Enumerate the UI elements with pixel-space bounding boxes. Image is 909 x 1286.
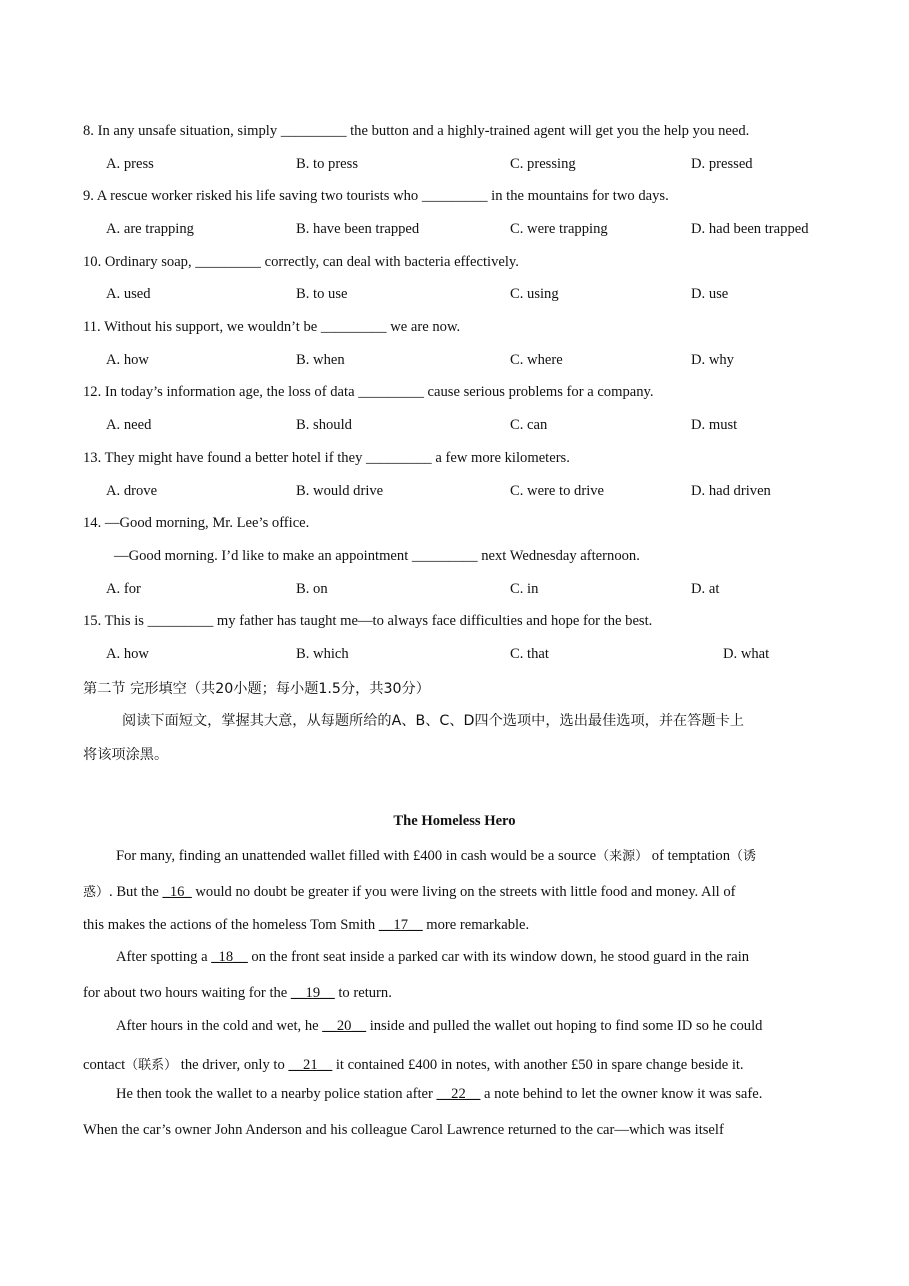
blank-20: __20__ [322,1018,367,1034]
blank-22: __22__ [436,1086,481,1102]
option-d: D. what [723,646,770,662]
stem-text: 9. A rescue worker risked his life saving two tourists who [83,188,422,204]
stem-text: in the mountains for two days. [487,188,669,204]
passage-text: would no doubt be greater if you were living on the streets with little food and money. All of [191,884,736,900]
section-heading: 第二节 完形填空（共20小题；每小题1.5分，共30分） [83,681,430,697]
passage-text: more remarkable. [422,917,530,933]
passage-text: For many, finding an unattended wallet filled with £400 in cash would be a source [116,848,597,864]
answer-blank: _________ [195,254,261,270]
option-b: B. which [296,646,349,662]
answer-blank: _________ [421,188,488,204]
passage-text: it contained £400 in notes, with another £50 in spare change beside it. [332,1057,744,1073]
stem-text: the button and a highly-trained agent will get you the help you need. [346,123,750,139]
passage-title: The Homeless Hero [393,813,516,829]
gloss-text: （联系） [125,1058,178,1073]
passage-line [83,917,529,934]
option-c: C. were to drive [510,483,605,499]
passage-text: . But the [109,884,163,900]
option-c: C. can [510,417,548,433]
option-d: D. why [691,352,734,368]
blank-21: __21__ [288,1057,333,1073]
option-c: C. in [510,581,539,597]
passage-line [83,985,392,1002]
passage-text: After hours in the cold and wet, he [116,1018,323,1034]
gloss-text: （诱 [730,849,757,864]
passage-text: of temptation [648,848,731,864]
option-d: D. pressed [691,156,753,172]
gloss-text: （来源） [596,849,649,864]
option-c: C. that [510,646,549,662]
option-c: C. where [510,352,563,368]
section-instruction: 阅读下面短文，掌握其大意，从每题所给的A、B、C、D四个选项中，选出最佳选项，并在答题卡上 [122,713,744,729]
option-d: D. use [691,286,729,302]
option-a: A. used [106,286,151,302]
passage-line [116,949,749,966]
option-d: D. at [691,581,720,597]
option-a: A. how [106,352,149,368]
option-a: A. for [106,581,141,597]
passage-line [83,881,736,901]
stem-text: correctly, can deal with bacteria effectively. [260,254,519,270]
passage-text: a note behind to let the owner know it was safe. [480,1086,763,1102]
passage-text: contact [83,1057,126,1073]
option-c: C. using [510,286,559,302]
option-a: A. press [106,156,154,172]
question-10-stem [83,254,519,271]
option-b: B. to use [296,286,348,302]
passage-text: this makes the actions of the homeless Tom Smith [83,917,379,933]
answer-blank: _________ [320,319,387,335]
passage-text: to return. [334,985,392,1001]
stem-text: we are now. [386,319,461,335]
blank-18: _18__ [211,949,248,965]
stem-text: 15. This is [83,613,148,629]
question-14-stem: 14. —Good morning, Mr. Lee’s office. [83,515,310,531]
passage-line [116,1018,762,1035]
option-a: A. are trapping [106,221,194,237]
option-a: A. how [106,646,149,662]
passage-text: He then took the wallet to a nearby police station after [116,1086,437,1102]
answer-blank: _________ [358,384,424,400]
question-15-stem [83,613,652,630]
answer-blank: _________ [411,548,478,564]
option-b: B. have been trapped [296,221,420,237]
stem-text: 8. In any unsafe situation, simply [83,123,281,139]
blank-17: __17__ [378,917,423,933]
question-8-stem [83,123,749,140]
stem-text: 10. Ordinary soap, [83,254,196,270]
stem-text: cause serious problems for a company. [423,384,654,400]
option-b: B. on [296,581,328,597]
passage-line: When the car’s owner John Anderson and his colleague Carol Lawrence returned to the car—which was itself [83,1122,724,1138]
option-a: A. need [106,417,152,433]
blank-16: _16_ [162,884,192,900]
stem-text: next Wednesday afternoon. [477,548,640,564]
stem-text: 11. Without his support, we wouldn’t be [83,319,321,335]
option-d: D. must [691,417,738,433]
option-b: B. would drive [296,483,384,499]
gloss-text: 惑） [83,885,110,900]
stem-text: a few more kilometers. [431,450,570,466]
question-11-stem [83,319,460,336]
answer-blank: _________ [280,123,347,139]
passage-text: inside and pulled the wallet out hoping to find some ID so he could [366,1018,763,1034]
stem-text: 13. They might have found a better hotel if they [83,450,367,466]
option-b: B. when [296,352,345,368]
passage-text: the driver, only to [177,1057,289,1073]
question-12-stem [83,384,654,401]
stem-text: —Good morning. I’d like to make an appointment [114,548,412,564]
passage-line [116,1086,762,1103]
passage-line [83,1054,744,1074]
question-14-reply [114,548,640,565]
stem-text: 12. In today’s information age, the loss of data [83,384,359,400]
question-13-stem [83,450,570,467]
passage-text: After spotting a [116,949,212,965]
section-instruction-cont: 将该项涂黑。 [83,747,169,763]
stem-text: my father has taught me—to always face difficulties and hope for the best. [213,613,653,629]
option-b: B. should [296,417,352,433]
answer-blank: _________ [366,450,432,466]
passage-text: on the front seat inside a parked car with its window down, he stood guard in the rain [247,949,750,965]
answer-blank: _________ [147,613,214,629]
option-a: A. drove [106,483,158,499]
question-9-stem [83,188,669,205]
option-c: C. pressing [510,156,576,172]
passage-text: for about two hours waiting for the [83,985,291,1001]
blank-19: __19__ [290,985,335,1001]
option-b: B. to press [296,156,359,172]
option-d: D. had been trapped [691,221,809,237]
passage-line [116,845,756,865]
option-d: D. had driven [691,483,771,499]
option-c: C. were trapping [510,221,608,237]
